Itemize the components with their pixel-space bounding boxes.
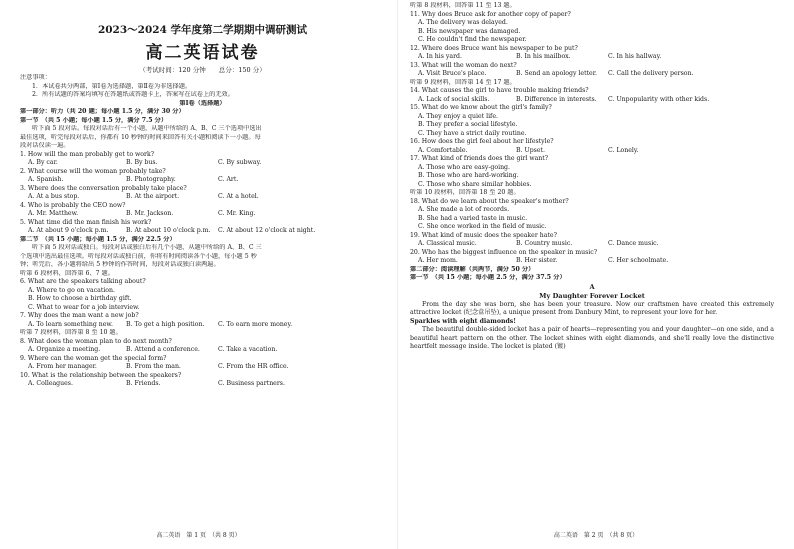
article-paragraph: From the day she was born, she has been your treasure. Now our craftsmen have created this extremely attractive locket (纪念盒吊坠), a unique present from Danbury Mint, to represent your love for her. [410, 300, 774, 317]
article-paragraph: The beautiful double-sided locket has a pair of hearts—representing you and your daughter—on one side, and a beautiful heart pattern on the other. The locket shines with eight diamonds, and she'll really love the distinctive heartfelt message inside. The locket is plated (镀) [410, 326, 774, 351]
option-b: B. Country music. [516, 240, 573, 247]
question-stem: 14. What causes the girl to have trouble making friends? [410, 87, 589, 94]
question-stem: 10. What is the relationship between the speakers? [20, 371, 182, 379]
option-a: A. From her manager. [28, 363, 97, 370]
question-stem: 17. What kind of friends does the girl want? [410, 155, 549, 162]
option-a: A. Her mom. [418, 257, 458, 264]
option-c: C. They have a strict daily routine. [418, 129, 527, 137]
option-b: B. Her sister. [516, 257, 558, 264]
option-a: A. Classical music. [418, 240, 477, 247]
material-heading: 听第 7 段材料，回答第 8 至 10 题。 [20, 329, 122, 336]
option-c: C. Dance music. [608, 240, 659, 247]
question-stem: 15. What do we know about the girl's family? [410, 104, 552, 111]
question-stem: 19. What kind of music does the speaker hate? [410, 231, 557, 239]
question-stem: 20. Who has the biggest influence on the speaker in music? [410, 248, 598, 256]
option-c: C. Business partners. [218, 380, 285, 387]
option-b: B. By bus. [126, 159, 158, 166]
option-c: C. Unpopularity with other kids. [608, 95, 710, 103]
section-heading: 第二节 （共 15 小题；每小题 1.5 分，满分 22.5 分） [20, 235, 176, 243]
question-stem: 3. Where does the conversation probably take place? [20, 184, 187, 192]
option-a: A. To learn something new. [28, 320, 113, 328]
option-a: A. At a bus stop. [28, 193, 80, 200]
option-b: B. Friends. [126, 380, 161, 387]
question-stem: 4. Who is probably the CEO now? [20, 201, 126, 209]
option-b: B. Send an apology letter. [516, 70, 597, 77]
question-block [20, 202, 385, 219]
part-heading: 第一部分：听力（共 20 题；每小题 1.5 分，满分 30 分） [20, 108, 185, 115]
material-heading: 听第 10 段材料，回答第 18 至 20 题。 [410, 189, 520, 196]
option-a: A. Colleagues. [28, 380, 73, 387]
option-c: C. In his hallway. [608, 53, 662, 60]
material-heading: 听第 8 段材料，回答第 11 至 13 题。 [410, 2, 516, 9]
question-stem: 11. Why does Bruce ask for another copy of paper? [410, 10, 571, 18]
instruction-line: 段对话仅读一遍。 [20, 142, 70, 149]
option-a: A. Spanish. [28, 176, 64, 183]
article-title: My Daughter Forever Locket [539, 291, 645, 300]
option-a: A. By car. [28, 159, 58, 166]
question-stem: 18. What do we learn about the speaker's mother? [410, 197, 569, 205]
notice-item: 1．本试卷共分两部，第Ⅰ卷为选择题，第Ⅱ卷为非选择题。 [32, 82, 192, 90]
option-a: A. Where to go on vacation. [28, 286, 115, 294]
option-c: C. Take a vacation. [218, 346, 278, 353]
option-b: B. His newspaper was damaged. [418, 27, 521, 35]
instruction-line: 听下面 5 段对话。每段对话后有一个小题，从题中所给的 A、B、C 三个选项中选出 [32, 125, 262, 132]
option-a: A. Lack of social skills. [418, 95, 490, 103]
option-c: C. What to wear for a job interview. [28, 303, 140, 311]
question-stem: 7. Why does the man want a new job? [20, 312, 139, 319]
question-stem: 9. Where can the woman get the special form? [20, 354, 167, 362]
exam-info: （考试时间：120 分钟 总分：150 分） [139, 66, 266, 74]
option-c: C. To earn more money. [218, 320, 293, 328]
question-block [20, 168, 385, 185]
question-stem: 5. What time did the man finish his work? [20, 218, 152, 226]
option-b: B. In his mailbox. [516, 53, 571, 60]
option-c: C. Call the delivery person. [608, 70, 694, 77]
option-a: A. Visit Bruce's place. [418, 70, 487, 77]
question-stem: 6. What are the speakers talking about? [20, 278, 146, 285]
option-a: A. They enjoy a quiet life. [418, 112, 498, 120]
option-b: B. How to choose a birthday gift. [28, 295, 132, 302]
section-heading: 第一节 （共 15 小题；每小题 2.5 分，满分 37.5 分） [410, 274, 566, 281]
instruction-line: 钟；听完后，各小题将给出 5 秒钟的作答时间，每段对话或独白读两遍。 [20, 261, 220, 268]
question-block [20, 219, 385, 236]
article-subheading: Sparkles with eight diamonds! [410, 317, 516, 325]
instruction-line: 个选项中选出最佳选项。听每段对话或独白前，你将有时间阅读各个小题，每小题 5 秒 [20, 252, 257, 260]
exam-title-line1: 2023～2024 学年度第二学期期中调研测试 [97, 24, 308, 36]
material-heading: 听第 9 段材料，回答第 14 至 17 题。 [410, 78, 516, 86]
option-b: B. Attend a conference. [126, 346, 200, 353]
question-block [20, 151, 385, 168]
option-c: C. Those who share similar hobbies. [418, 180, 532, 188]
option-c: C. From the HR office. [218, 363, 289, 370]
page-footer: 高二英语 第 2 页 （共 8 页） [553, 532, 639, 539]
option-c: C. By subway. [218, 159, 262, 166]
option-c: C. At a hotel. [218, 193, 259, 200]
notice-item: 2．所有试题的答案均填写在答题纸或答题卡上，答案写在试卷上的无效。 [32, 91, 234, 98]
option-b: B. At the airport. [126, 193, 180, 200]
option-a: A. The delivery was delayed. [418, 19, 508, 26]
page-footer: 高二英语 第 1 页 （共 8 页） [156, 532, 241, 539]
option-a: A. Those who are easy-going. [418, 163, 510, 171]
option-b: B. At about 10 o'clock p.m. [126, 227, 211, 234]
option-c: C. Lonely. [608, 146, 639, 154]
question-stem: 16. How does the girl feel about her lifestyle? [410, 138, 554, 145]
option-c: C. She once worked in the field of music. [418, 223, 547, 230]
option-a: A. Organize a meeting. [28, 346, 101, 353]
option-b: B. From the man. [126, 363, 181, 370]
article-letter: A [589, 282, 595, 291]
option-b: B. Photography. [126, 176, 176, 183]
section-heading: 第一节 （共 5 小题；每小题 1.5 分，满分 7.5 分） [20, 116, 168, 124]
option-a: A. She made a lot of records. [418, 206, 510, 213]
option-a: A. At about 9 o'clock p.m. [28, 227, 109, 234]
instruction-line: 最佳选项，听完每段对话后，你都有 10 秒钟的时间来回答有关小题和阅读下一小题。每 [20, 133, 261, 141]
option-b: B. They prefer a social lifestyle. [418, 121, 518, 128]
instruction-line: 听下面 5 段对话或独白。每段对话或独白后有几个小题，从题中所给的 A、B、C 三 [32, 244, 262, 251]
option-c: C. At about 12 o'clock at night. [218, 227, 316, 234]
notice-title: 注意事项： [20, 74, 51, 81]
option-a: A. In his yard. [418, 53, 462, 60]
option-c: C. He couldn't find the newspaper. [418, 36, 527, 43]
question-stem: 2. What course will the woman probably take? [20, 167, 166, 175]
option-b: B. She had a varied taste in music. [418, 214, 528, 222]
question-stem: 1. How will the man probably get to work? [20, 150, 155, 158]
option-b: B. Difference in interests. [516, 95, 597, 103]
question-block [20, 185, 385, 202]
question-stem: 8. What does the woman plan to do next month? [20, 337, 172, 345]
option-c: C. Mr. King. [218, 210, 256, 217]
volume-title: 第Ⅰ卷（选择题） [179, 99, 226, 107]
option-b: B. To get a high position. [126, 320, 205, 328]
option-a: A. Comfortable. [418, 146, 468, 154]
question-stem: 12. Where does Bruce want his newspaper to be put? [410, 44, 578, 52]
option-b: B. Upset. [516, 146, 545, 154]
part-heading: 第二部分：阅读理解（共两节，满分 50 分） [410, 265, 535, 273]
exam-title: 高二英语试卷 [145, 43, 260, 63]
material-heading: 听第 6 段材料，回答第 6、7 题。 [20, 269, 114, 277]
option-c: C. Her schoolmate. [608, 257, 669, 264]
question-stem: 13. What will the woman do next? [410, 61, 517, 69]
page-right [397, 0, 794, 549]
option-b: B. Those who are hard-working. [418, 172, 519, 179]
option-b: B. Mr. Jackson. [126, 210, 174, 217]
option-a: A. Mr. Matthew. [28, 210, 79, 217]
option-c: C. Art. [218, 176, 239, 183]
